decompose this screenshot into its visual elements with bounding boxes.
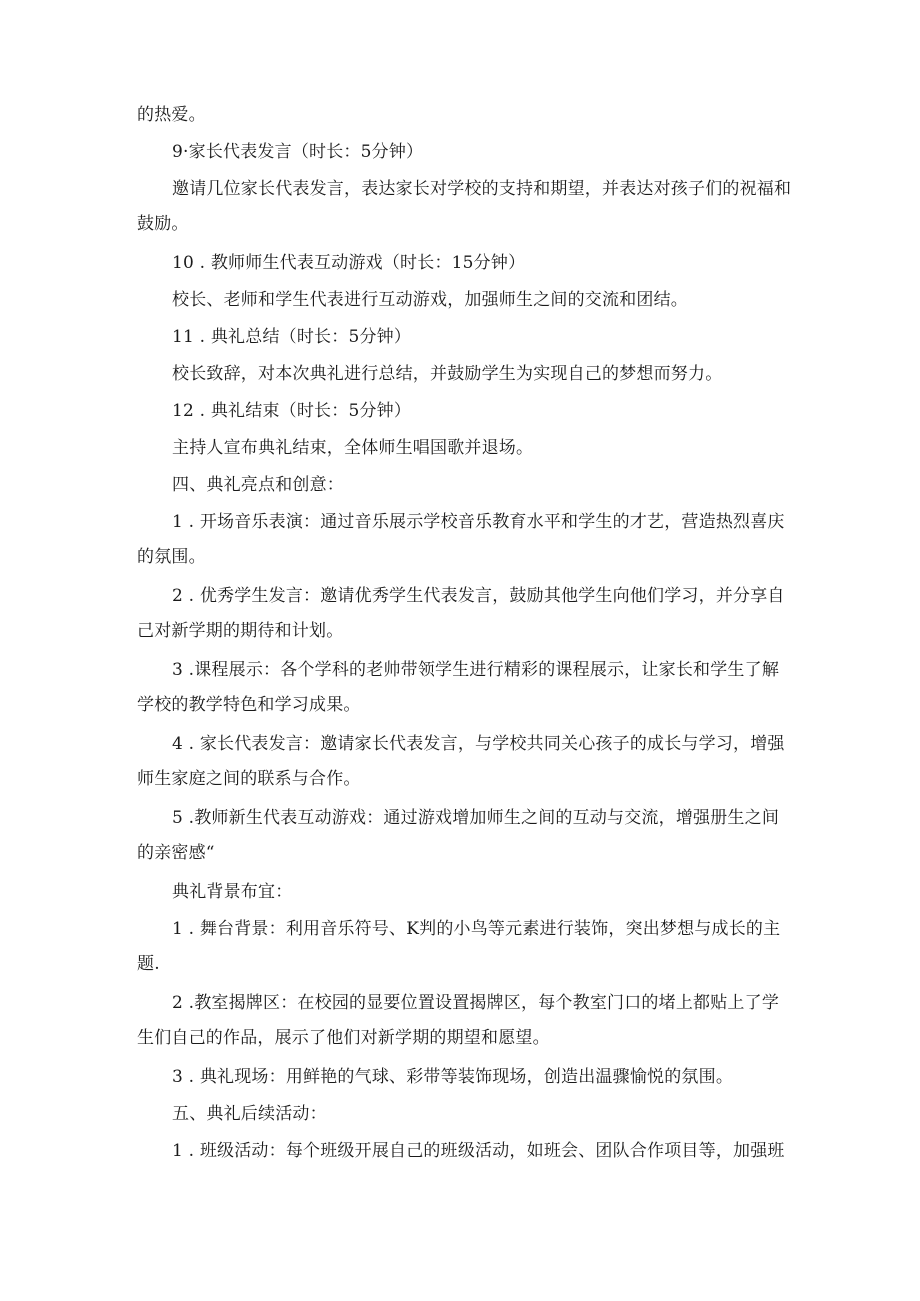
- list-item: 4 . 家长代表发言：邀请家长代表发言，与学校共同关心孩子的成长与学习，增强: [172, 734, 785, 754]
- text-line: 邀请几位家长代表发言，表达家长对学校的支持和期望，并表达对孩子们的祝福和: [172, 179, 792, 199]
- text-line: 鼓励。: [137, 214, 189, 234]
- text-line: 的亲密感“: [137, 843, 215, 863]
- text-line: 的氛围。: [137, 547, 206, 567]
- list-item: 3 . 典礼现场：用鲜艳的气球、彩带等装饰现场，创造出温骤愉悦的氛围。: [172, 1067, 734, 1087]
- text-line: 己对新学期的期待和计划。: [137, 621, 344, 641]
- list-item: 2 . 优秀学生发言：邀请优秀学生代表发言，鼓励其他学生向他们学习，并分享自: [172, 586, 785, 606]
- item-heading: 10 . 教师师生代表互动游戏（时长：15分钟）: [172, 253, 526, 273]
- list-item: 1 . 开场音乐表演：通过音乐展示学校音乐教育水平和学生的才艺，营造热烈喜庆: [172, 512, 785, 532]
- text-line: 师生家庭之间的联系与合作。: [137, 769, 361, 789]
- section-heading: 四、典礼亮点和创意：: [172, 475, 344, 495]
- text-line: 生们自己的作品，展示了他们对新学期的期望和愿望。: [137, 1028, 550, 1048]
- list-item: 1 . 舞台背景：利用音乐符号、K判的小鸟等元素进行装饰，突出梦想与成长的主: [172, 919, 781, 939]
- list-item: 5 .教师新生代表互动游戏：通过游戏增加师生之间的互动与交流，增强册生之间: [172, 808, 780, 828]
- item-heading: 12 . 典礼结束（时长：5分钟）: [172, 401, 412, 421]
- text-line: 校长致辞，对本次典礼进行总结，并鼓励学生为实现自己的梦想而努力。: [172, 364, 723, 384]
- text-line: 校长、老师和学生代表进行互动游戏，加强师生之间的交流和团结。: [172, 290, 688, 310]
- text-line: 主持人宣布典礼结束，全体师生唱国歌并退场。: [172, 438, 534, 458]
- text-line: 题.: [137, 954, 160, 974]
- list-item: 1 . 班级活动：每个班级开展自己的班级活动，如班会、团队合作项目等，加强班: [172, 1141, 785, 1161]
- item-heading: 11 . 典礼总结（时长：5分钟）: [172, 327, 412, 347]
- section-heading: 五、典礼后续活动：: [172, 1104, 327, 1124]
- text-line: 的热爱。: [137, 105, 206, 125]
- list-item: 2 .教室揭牌区：在校园的显要位置设置揭牌区，每个教室门口的堵上都贴上了学: [172, 993, 780, 1013]
- text-line: 学校的教学特色和学习成果。: [137, 695, 361, 715]
- list-item: 3 .课程展示：各个学科的老帅带领学生进行精彩的课程展示，让家长和学生了解: [172, 660, 780, 680]
- section-heading: 典礼背景布宜：: [172, 882, 293, 902]
- item-heading: 9·家长代表发言（时长：5分钟）: [172, 142, 424, 162]
